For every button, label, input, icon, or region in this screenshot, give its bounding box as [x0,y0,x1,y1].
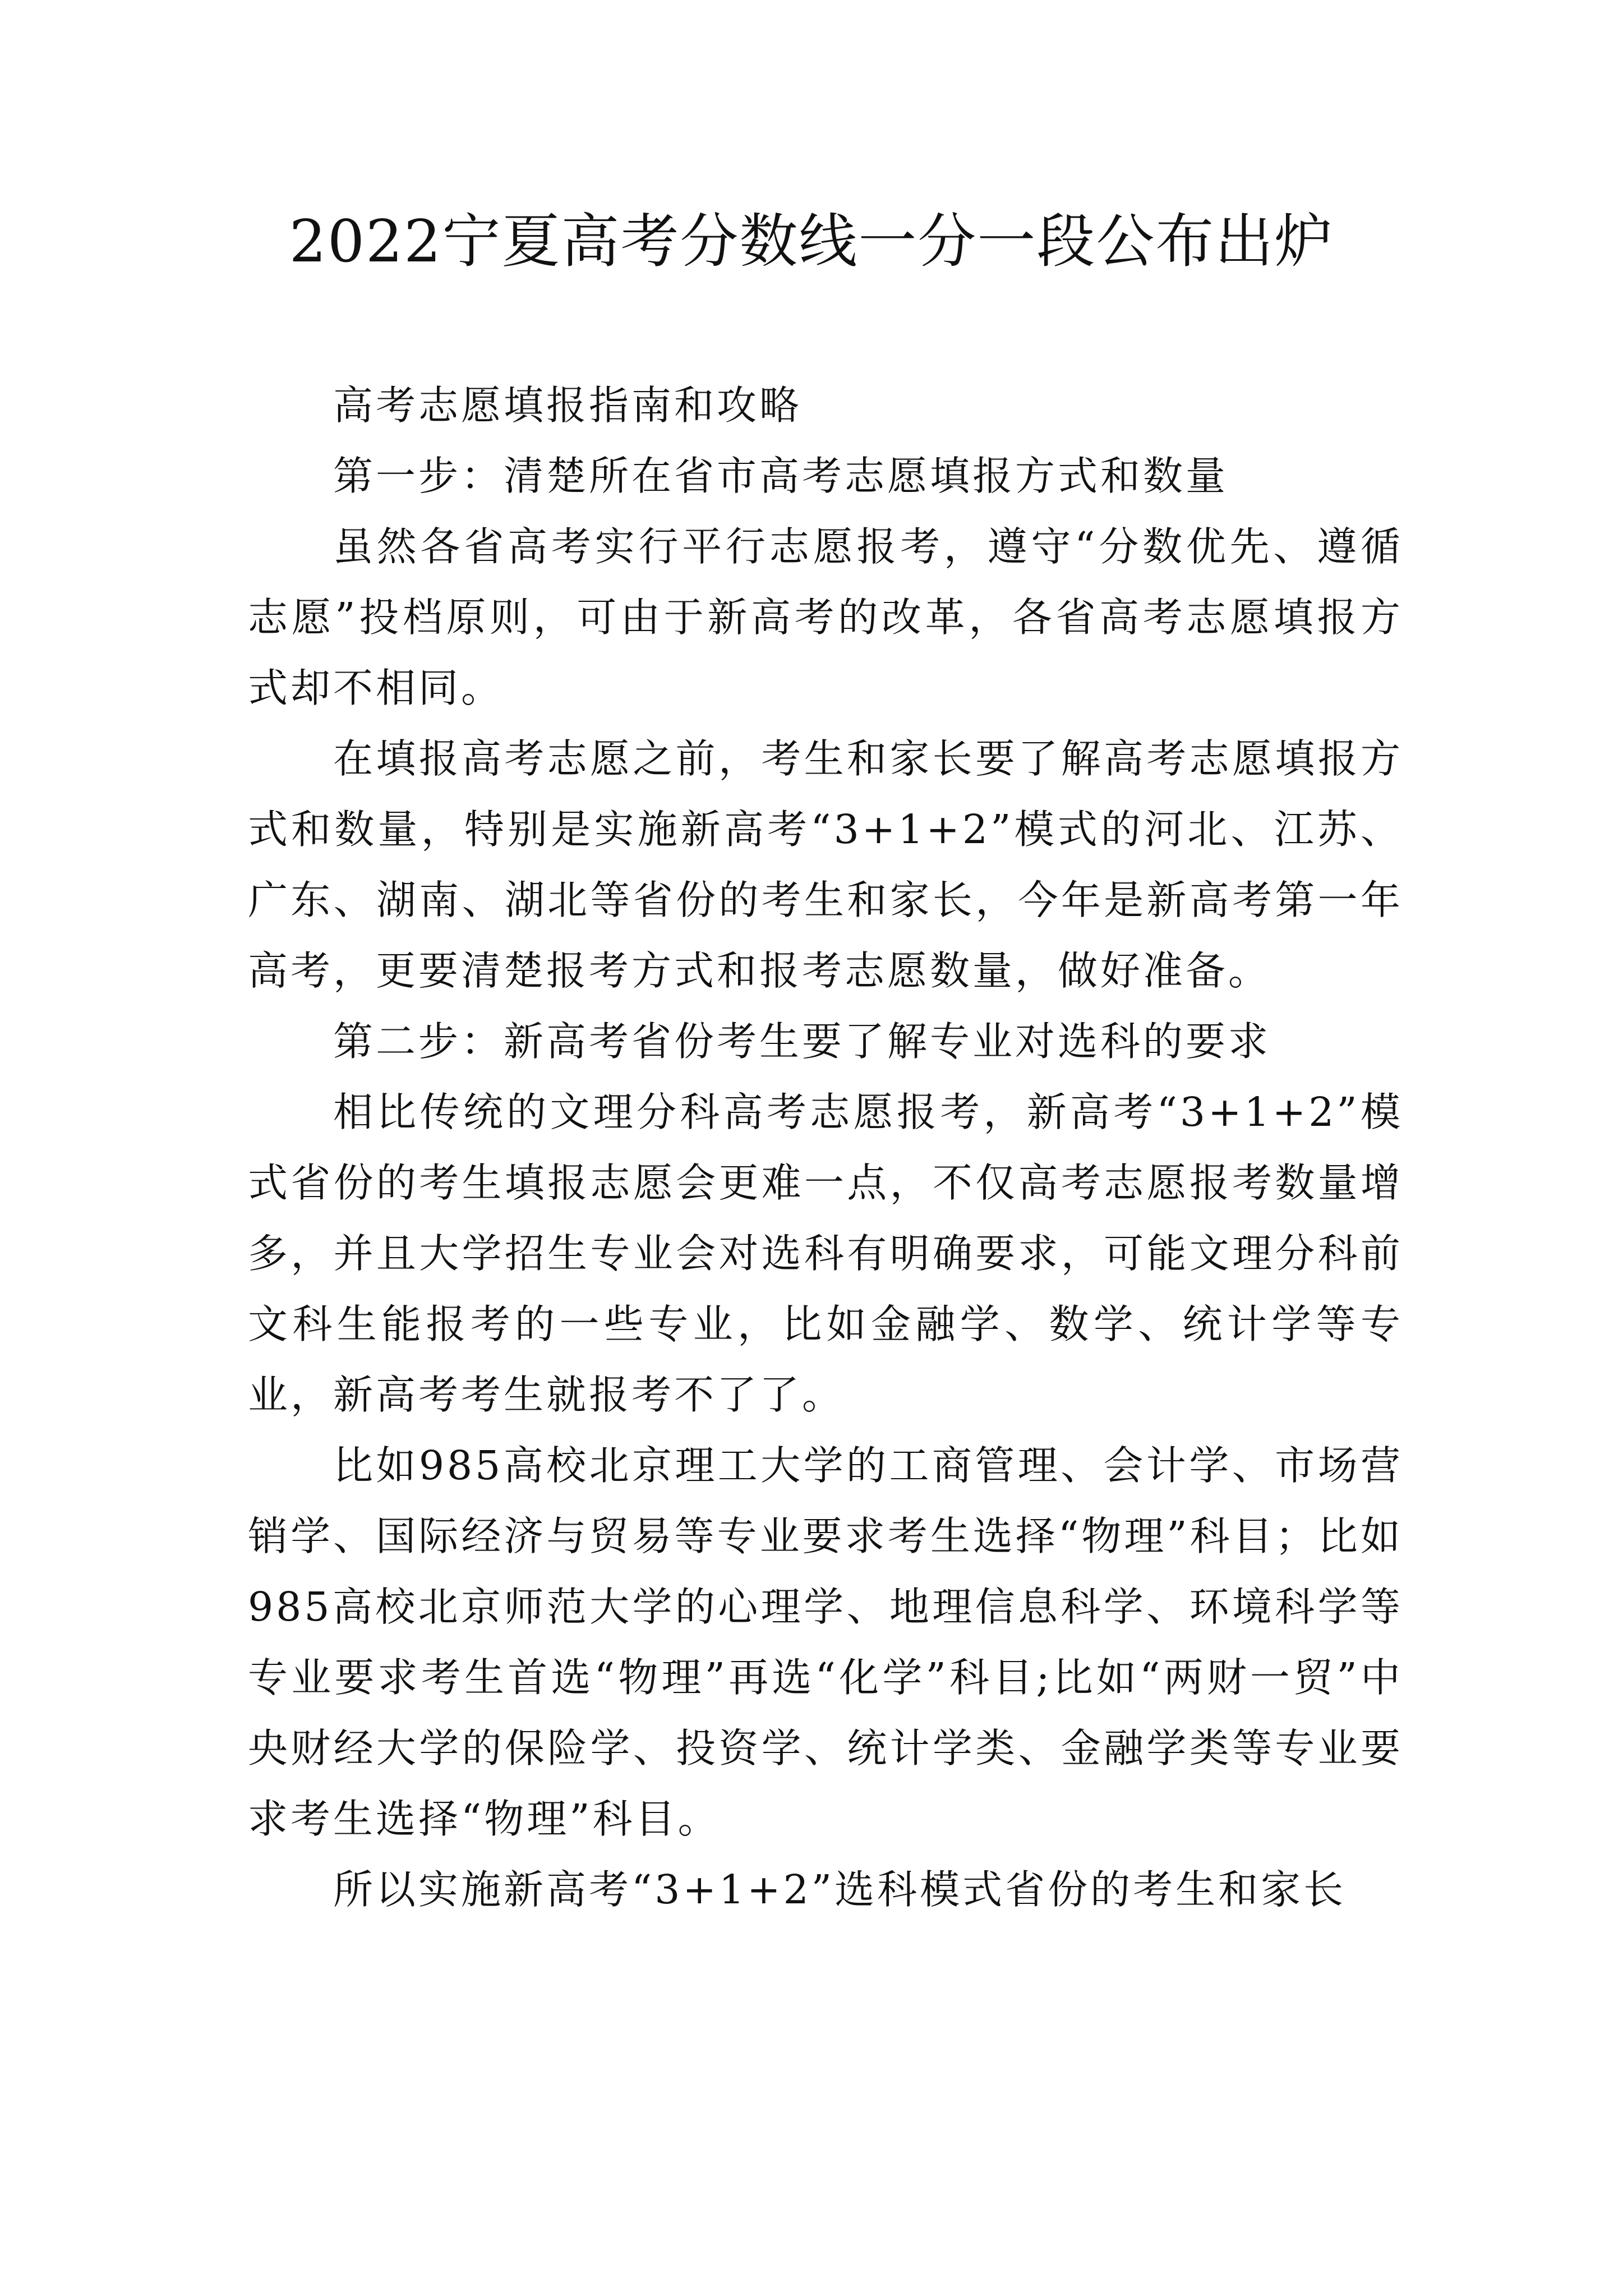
document-title: 2022宁夏高考分数线一分一段公布出炉 [289,207,1334,275]
paragraph-step-one-heading: 第一步：清楚所在省市高考志愿填报方式和数量 [333,453,1229,499]
paragraph-guide-heading: 高考志愿填报指南和攻略 [333,382,803,429]
paragraph: 所以实施新高考“3+1+2”选科模式省份的考生和家长 [333,1866,1347,1913]
document-body [248,370,1403,1925]
paragraph: 相比传统的文理分科高考志愿报考，新高考“3+1+2”模式省份的考生填报志愿会更难一点，不仅高考志愿报考数量增多，并且大学招生专业会对选科有明确要求，可能文理分科前文科生能报考的一些专业，比如金融学、数学、统计学等专业，新高考考生就报考不了了。 [248,1089,1403,1418]
paragraph: 比如985高校北京理工大学的工商管理、会计学、市场营销学、国际经济与贸易等专业要求考生选择“物理”科目；比如985高校北京师范大学的心理学、地理信息科学、环境科学等专业要求考生首选“物理”再选“化学”科目;比如“两财一贸”中央财经大学的保险学、投资学、统计学类、金融学类等专业要求考生选择“物理”科目。 [248,1442,1403,1842]
paragraph-step-two-heading: 第二步：新高考省份考生要了解专业对选科的要求 [333,1018,1271,1065]
paragraph: 虽然各省高考实行平行志愿报考，遵守“分数优先、遵循志愿”投档原则，可由于新高考的改革，各省高考志愿填报方式却不相同。 [248,523,1403,711]
paragraph: 在填报高考志愿之前，考生和家长要了解高考志愿填报方式和数量，特别是实施新高考“3+1+2”模式的河北、江苏、广东、湖南、湖北等省份的考生和家长，今年是新高考第一年高考，更要清楚报考方式和报考志愿数量，做好准备。 [248,735,1403,994]
